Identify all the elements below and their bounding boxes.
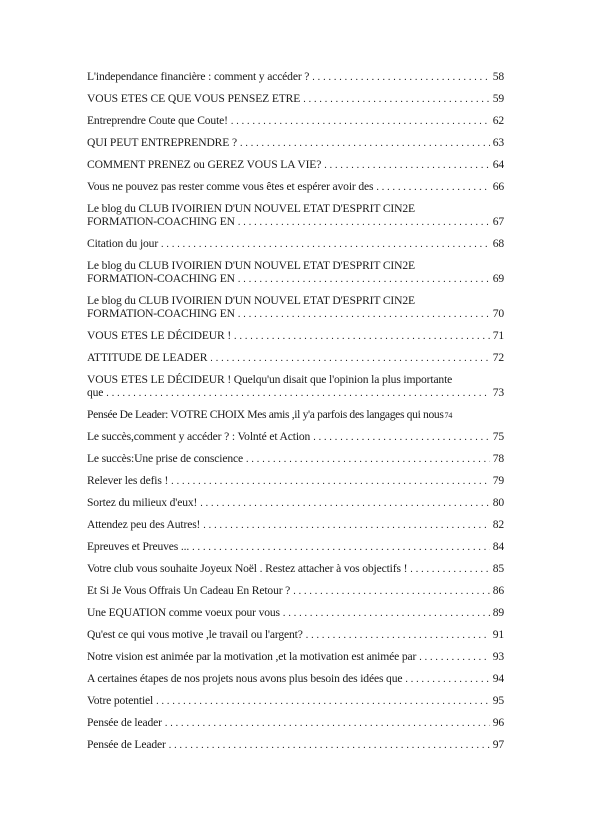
toc-entry-title: Pensée de leader bbox=[87, 716, 162, 729]
toc-entry[interactable] bbox=[87, 114, 504, 127]
toc-entry-page: 72 bbox=[492, 351, 504, 364]
dot-leader bbox=[165, 717, 490, 730]
toc-entry-page: 69 bbox=[492, 272, 504, 285]
toc-entry-title: L'independance financière : comment y accéder ? bbox=[87, 70, 310, 83]
toc-entry-title-line2: que bbox=[87, 386, 104, 399]
dot-leader bbox=[283, 607, 490, 620]
dot-leader bbox=[231, 115, 490, 128]
toc-entry-page: 86 bbox=[492, 584, 504, 597]
toc-entry-title: VOUS ETES LE DÉCIDEUR ! bbox=[87, 329, 232, 342]
dot-leader bbox=[419, 651, 489, 664]
toc-entry[interactable] bbox=[87, 202, 504, 228]
toc-entry-title: Le succès,comment y accéder ? : Volnté et Action bbox=[87, 430, 311, 443]
toc-entry[interactable] bbox=[87, 606, 504, 619]
dot-leader bbox=[203, 519, 489, 532]
dot-leader bbox=[192, 541, 490, 554]
toc-entry-title: Pensée De Leader: VOTRE CHOIX Mes amis ,il y'a parfois des langages qui nous bbox=[87, 408, 444, 421]
dot-leader bbox=[303, 93, 490, 106]
toc-entry-page: 80 bbox=[492, 496, 504, 509]
toc-entry[interactable] bbox=[87, 694, 504, 707]
toc-entry-title: COMMENT PRENEZ ou GEREZ VOUS LA VIE? bbox=[87, 158, 322, 171]
toc-entry-title: Entreprendre Coute que Coute! bbox=[87, 114, 228, 127]
toc-entry-page: 84 bbox=[492, 540, 504, 553]
toc-entry-page: 79 bbox=[492, 474, 504, 487]
dot-leader bbox=[240, 137, 490, 150]
toc-entry-page: 85 bbox=[492, 562, 504, 575]
toc-entry-title: Votre potentiel bbox=[87, 694, 154, 707]
toc-entry-page: 64 bbox=[492, 158, 504, 171]
toc-entry-title-line2: FORMATION-COACHING EN bbox=[87, 272, 235, 285]
toc-entry-page: 67 bbox=[492, 215, 504, 228]
dot-leader bbox=[313, 431, 490, 444]
toc-entry-title-line1: VOUS ETES LE DÉCIDEUR ! Quelqu'un disait que l'opinion la plus importante bbox=[87, 373, 453, 386]
toc-entry-title: QUI PEUT ENTREPRENDRE ? bbox=[87, 136, 237, 149]
toc-entry[interactable] bbox=[87, 294, 504, 320]
toc-entry-title: Vous ne pouvez pas rester comme vous êtes et espérer avoir des bbox=[87, 180, 374, 193]
toc-entry[interactable] bbox=[87, 672, 504, 685]
toc-entry[interactable] bbox=[87, 373, 504, 399]
toc-entry[interactable] bbox=[87, 716, 504, 729]
toc-entry[interactable] bbox=[87, 237, 504, 250]
toc-entry-title: VOUS ETES CE QUE VOUS PENSEZ ETRE bbox=[87, 92, 301, 105]
dot-leader bbox=[238, 308, 490, 321]
toc-entry[interactable] bbox=[87, 351, 504, 364]
dot-leader bbox=[210, 352, 489, 365]
toc-entry-page: 58 bbox=[492, 70, 504, 83]
toc-entry[interactable] bbox=[87, 562, 504, 575]
toc-entry[interactable] bbox=[87, 738, 504, 751]
dot-leader bbox=[410, 563, 489, 576]
toc-entry-title: Qu'est ce qui vous motive ,le travail ou l'argent? bbox=[87, 628, 303, 641]
toc-entry[interactable] bbox=[87, 259, 504, 285]
dot-leader bbox=[405, 673, 489, 686]
table-of-contents bbox=[87, 70, 504, 760]
toc-entry-title: Pensée de Leader bbox=[87, 738, 166, 751]
toc-entry[interactable] bbox=[87, 628, 504, 641]
toc-entry[interactable] bbox=[87, 650, 504, 663]
toc-entry-title: Sortez du milieux d'eux! bbox=[87, 496, 198, 509]
toc-entry-title: A certaines étapes de nos projets nous avons plus besoin des idées que bbox=[87, 672, 403, 685]
dot-leader bbox=[238, 273, 490, 286]
toc-entry[interactable] bbox=[87, 180, 504, 193]
toc-entry-page: 73 bbox=[492, 386, 504, 399]
toc-entry-title: Une EQUATION comme voeux pour vous bbox=[87, 606, 280, 619]
toc-entry[interactable] bbox=[87, 136, 504, 149]
dot-leader bbox=[200, 497, 489, 510]
toc-entry-page: 89 bbox=[492, 606, 504, 619]
dot-leader bbox=[293, 585, 490, 598]
toc-entry[interactable] bbox=[87, 540, 504, 553]
toc-entry-page: 91 bbox=[492, 628, 504, 641]
toc-entry-page: 78 bbox=[492, 452, 504, 465]
toc-entry-page: 68 bbox=[492, 237, 504, 250]
toc-entry[interactable] bbox=[87, 496, 504, 509]
dot-leader bbox=[156, 695, 490, 708]
toc-entry-title: Attendez peu des Autres! bbox=[87, 518, 201, 531]
dot-leader bbox=[161, 238, 490, 251]
dot-leader bbox=[234, 330, 490, 343]
toc-entry-page: 96 bbox=[492, 716, 504, 729]
toc-entry-page: 75 bbox=[492, 430, 504, 443]
toc-entry-page: 66 bbox=[492, 180, 504, 193]
toc-entry[interactable] bbox=[87, 329, 504, 342]
toc-entry-page: 93 bbox=[492, 650, 504, 663]
toc-entry[interactable] bbox=[87, 518, 504, 531]
toc-entry[interactable] bbox=[87, 70, 504, 83]
toc-entry-title: Et Si Je Vous Offrais Un Cadeau En Retour ? bbox=[87, 584, 291, 597]
toc-entry-page: 95 bbox=[492, 694, 504, 707]
toc-entry-page: 71 bbox=[492, 329, 504, 342]
toc-entry-title: Epreuves et Preuves ... bbox=[87, 540, 190, 553]
toc-entry-page: 62 bbox=[492, 114, 504, 127]
toc-entry[interactable] bbox=[87, 430, 504, 443]
toc-entry-page: 97 bbox=[492, 738, 504, 751]
dot-leader bbox=[171, 475, 490, 488]
dot-leader bbox=[306, 629, 490, 642]
dot-leader bbox=[238, 216, 490, 229]
toc-entry-page: 94 bbox=[492, 672, 504, 685]
toc-entry-page: 63 bbox=[492, 136, 504, 149]
toc-entry[interactable] bbox=[87, 584, 504, 597]
toc-entry-title-line2: FORMATION-COACHING EN bbox=[87, 215, 235, 228]
toc-entry[interactable] bbox=[87, 92, 504, 105]
toc-entry[interactable] bbox=[87, 408, 504, 421]
toc-entry-title: ATTITUDE DE LEADER bbox=[87, 351, 208, 364]
toc-entry-title-line1: Le blog du CLUB IVOIRIEN D'UN NOUVEL ETAT D'ESPRIT CIN2E bbox=[87, 259, 415, 272]
toc-entry[interactable] bbox=[87, 452, 504, 465]
toc-entry[interactable] bbox=[87, 158, 504, 171]
toc-entry-title: Citation du jour bbox=[87, 237, 159, 250]
toc-entry-title: Relever les defis ! bbox=[87, 474, 169, 487]
toc-entry-page: 74 bbox=[444, 411, 453, 420]
dot-leader bbox=[106, 387, 489, 400]
toc-entry-title: Le succès:Une prise de conscience bbox=[87, 452, 243, 465]
dot-leader bbox=[312, 71, 489, 84]
toc-entry-page: 82 bbox=[492, 518, 504, 531]
toc-entry[interactable] bbox=[87, 474, 504, 487]
dot-leader bbox=[376, 181, 489, 194]
toc-entry-title-line1: Le blog du CLUB IVOIRIEN D'UN NOUVEL ETAT D'ESPRIT CIN2E bbox=[87, 202, 415, 215]
toc-entry-title-line2: FORMATION-COACHING EN bbox=[87, 307, 235, 320]
dot-leader bbox=[246, 453, 490, 466]
toc-entry-title-line1: Le blog du CLUB IVOIRIEN D'UN NOUVEL ETAT D'ESPRIT CIN2E bbox=[87, 294, 415, 307]
toc-entry-page: 70 bbox=[492, 307, 504, 320]
toc-entry-title: Notre vision est animée par la motivation ,et la motivation est animée par bbox=[87, 650, 417, 663]
dot-leader bbox=[324, 159, 489, 172]
toc-entry-page: 59 bbox=[492, 92, 504, 105]
toc-entry-title: Votre club vous souhaite Joyeux Noël . Restez attacher à vos objectifs ! bbox=[87, 562, 408, 575]
dot-leader bbox=[169, 739, 490, 752]
